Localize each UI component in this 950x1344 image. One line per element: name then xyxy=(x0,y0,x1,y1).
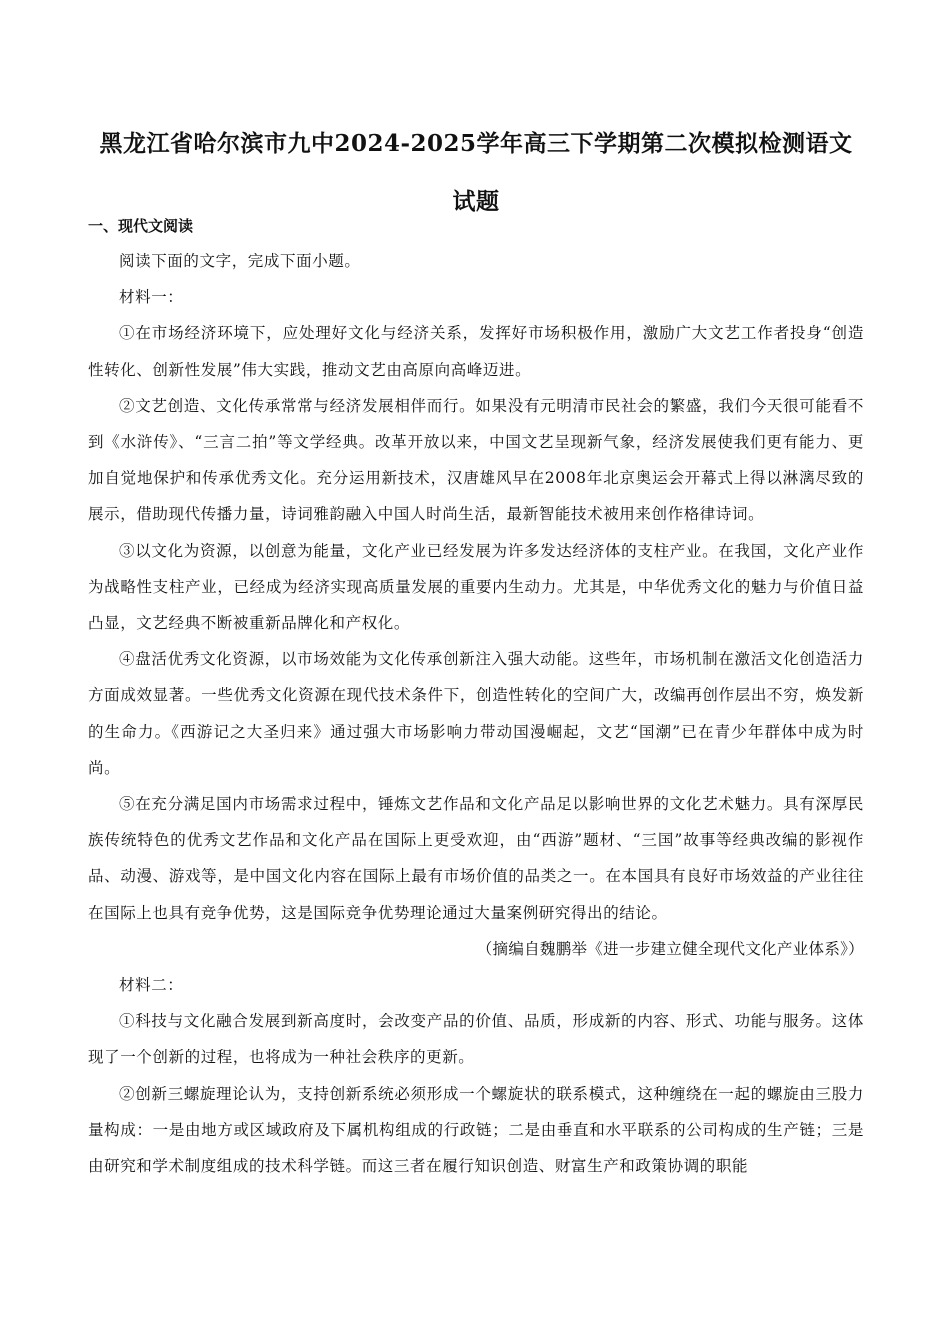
material1-paragraph: ③以文化为资源，以创意为能量，文化产业已经发展为许多发达经济体的支柱产业。在我国，文化产业作为战略性支柱产业，已经成为经济实现高质量发展的重要内生动力。尤其是，中华优秀文化的魅力与价值日益凸显，文艺经典不断被重新品牌化和产权化。 xyxy=(88,541,864,633)
material1-paragraph: ②文艺创造、文化传承常常与经济发展相伴而行。如果没有元明清市民社会的繁盛，我们今天很可能看不到《水浒传》、“三言二拍”等文学经典。改革开放以来，中国文艺呈现新气象，经济发展使我们更有能力、更加自觉地保护和传承优秀文化。充分运用新技术，汉唐雄风早在2008年北京奥运会开幕式上得以淋漓尽致的展示，借助现代传播力量，诗词雅韵融入中国人时尚生活，最新智能技术被用来创作格律诗词。 xyxy=(88,396,864,524)
document-body xyxy=(88,243,864,1184)
material1-paragraph: ①在市场经济环境下，应处理好文化与经济关系，发挥好市场积极作用，激励广大文艺工作者投身“创造性转化、创新性发展”伟大实践，推动文艺由高原向高峰迈进。 xyxy=(88,324,864,379)
material2-paragraph: ①科技与文化融合发展到新高度时，会改变产品的价值、品质，形成新的内容、形式、功能与服务。这体现了一个创新的过程，也将成为一种社会秩序的更新。 xyxy=(88,1012,864,1067)
material2-paragraph: ②创新三螺旋理论认为，支持创新系统必须形成一个螺旋状的联系模式，这种缠绕在一起的螺旋由三股力量构成：一是由地方或区域政府及下属机构组成的行政链；二是由垂直和水平联系的公司构成的生产链；三是由研究和学术制度组成的技术科学链。而这三者在履行知识创造、财富生产和政策协调的职能 xyxy=(88,1084,864,1176)
section-heading: 一、现代文阅读 xyxy=(88,217,194,235)
material1-label: 材料一： xyxy=(119,288,184,307)
instruction-text: 阅读下面的文字，完成下面小题。 xyxy=(119,252,361,270)
document-title: 黑龙江省哈尔滨市九中2024-2025学年高三下学期第二次模拟检测语文试题 xyxy=(99,130,853,215)
material1-source: （摘编自魏鹏举《进一步建立健全现代文化产业体系》） xyxy=(476,939,864,958)
material2-label: 材料二： xyxy=(119,976,184,995)
material1-paragraph: ④盘活优秀文化资源，以市场效能为文化传承创新注入强大动能。这些年，市场机制在激活文化创造活力方面成效显著。一些优秀文化资源在现代技术条件下，创造性转化的空间广大，改编再创作层出不穷，焕发新的生命力。《西游记之大圣归来》通过强大市场影响力带动国漫崛起，文艺“国潮”已在青少年群体中成为时尚。 xyxy=(88,650,864,777)
material1-paragraph: ⑤在充分满足国内市场需求过程中，锤炼文艺作品和文化产品足以影响世界的文化艺术魅力。具有深厚民族传统特色的优秀文艺作品和文化产品在国际上更受欢迎，由“西游”题材、“三国”故事等经典改编的影视作品、动漫、游戏等，是中国文化内容在国际上最有市场价值的品类之一。在本国具有良好市场效益的产业往往在国际上也具有竞争优势，这是国际竞争优势理论通过大量案例研究得出的结论。 xyxy=(88,795,864,922)
